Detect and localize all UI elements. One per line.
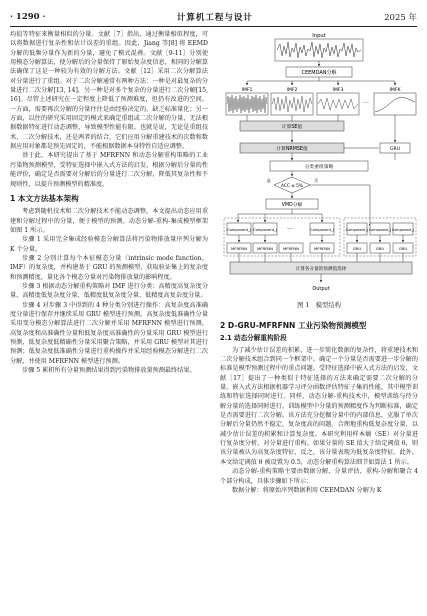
imfk-label: IMFK — [389, 88, 401, 93]
gru-label-1: GRU — [352, 246, 362, 251]
right-paragraph-2: 动态分解-重构策略主要由数据分解、分量评估、重构-分解和聚合 4 个部分构成，具体步骤如下所示： — [220, 468, 418, 485]
right-paragraph-1: 为了减少估计误差的积累，进一步简化数据的复杂性，将重建技术和二次分解技术组合到同一个框架中。确定一个分量是否需要进一步分解的标准是模型预测过程中的重点问题。受特征选择中嵌入式方法的启发，文献［17］提出了一种类似于特征选择的方法来确定需要二次分解的分量。嵌入式方法根据机器学习评分函数评估特征子集的性能，其中模型训练和特征选择同时进行。同样，动态分解-重构技术中，模型训练与待分解分量的选择同时进行。训练模型中分量的预测精度作为判断标准，确定是否需要进行二次分解。该方法充分挖掘分量中的内部信息，克服了单次分解后分量仍然不稳定、复杂度高的问题。合理地重构低复杂度分量，以减少估计误差的积累和计算复杂度。本研究利用样本熵（SE）对分量进行复杂度分析，对分量进行重构。如果分量的 SE 值大于给定阈值 θ，则该分量被认为高复杂度特征，反之，该分量表现为低复杂度特征。此外，本文给定阈值 θ 被设置为 0.5，动态分解重构算法细节如算法 1 所示。 — [220, 346, 418, 466]
sum-label: 计算各分量的预测值选择 — [295, 267, 347, 272]
component-label-4: Component_j — [345, 228, 369, 232]
vmd-label: VMD分解 — [281, 203, 303, 208]
classify-label: 分类重组策略 — [304, 165, 334, 170]
ellipsis-text: ··· — [363, 100, 369, 107]
section-2-1-title: 2.1 动态分解重构阶段 — [220, 334, 287, 343]
left-paragraph-2: 基于此，本研究提出了基于 MFRFNN 和动态分解重构策略的工业污染物预测模型，受特征选择中嵌入式方法的启发，根据分解后分量的性能评价，确定是否需要对分解后的分量进行二次分解，降低其复杂性和不规则性，以提升预测模型的精准度。 — [10, 152, 208, 188]
output-label: Output — [312, 286, 330, 292]
imf2-label: IMF2 — [286, 88, 298, 93]
right-column — [220, 316, 418, 495]
section-1-intro: 考虑到随机技术和二次分解技术不能动态调整，本文提出动态应用重建和分解过程中的分量，便于模型的预测。动态分解-重构-集成模型框架如图 1 所示。 — [10, 208, 208, 234]
se-label: 计算SE值 — [281, 125, 303, 130]
imf2-plot — [271, 93, 313, 115]
model-structure-figure — [220, 30, 418, 298]
component-label-2: Component_j — [253, 228, 277, 232]
input-label: Input — [312, 33, 326, 39]
gru-top-label: GRU — [389, 147, 401, 152]
imf3-label: IMF3 — [332, 88, 344, 93]
mfrfnn-label-2: MFRFNN — [257, 246, 273, 251]
acc-label: ACC ≤ 5% — [280, 184, 304, 189]
imf1-label: IMF1 — [241, 88, 253, 93]
imfk-plot — [374, 93, 416, 115]
no-label: 否 — [314, 178, 319, 183]
component-label-1: Component_j — [227, 228, 251, 232]
step-5: 步骤 5 累积所有分量预测结果得到污染物排放量预测最终结果。 — [22, 367, 196, 375]
section-1-title: 1 本文方法基本架构 — [10, 193, 79, 203]
figure-caption: 图 1 模型结构 — [297, 302, 341, 309]
right-paragraph-3: 数据分解：将原始序列数据利用 CEEMDAN 分解为 K — [232, 486, 382, 494]
ceemdan-label: CEEMDAN分解 — [301, 70, 337, 76]
step-2: 步骤 2 分别计算每个本征模态分量（intrinsic mode function，IMF）的复杂度，并构建基于 GRU 的预测模型，获取验证集上的复杂度和预测精度，量化各个模态分量对污染物排放量的影响程度。 — [10, 254, 208, 281]
journal-year: 2025 年 — [384, 13, 417, 23]
nrmse-label: 计算NRMSE值 — [276, 147, 308, 152]
page-number: · 1290 · — [10, 12, 46, 22]
left-column — [10, 30, 208, 375]
gru-label-3: GRU — [398, 246, 408, 251]
ellipsis-text-2: ··· — [287, 226, 293, 233]
journal-title: 计算机工程与设计 — [176, 13, 253, 23]
mfrfnn-label-1: MFRFNN — [231, 246, 247, 251]
gru-label-2: GRU — [375, 246, 385, 251]
step-4: 步骤 4 对步骤 3 中得到的 4 种分类分别进行操作：高复杂度高准确度分量进行保存并继续采用 GRU 模型进行预测，高复杂度低准确性分量采用变分模态分解算法进行二次分解并采用 MFRFNN 模型进行预测，高复杂度和高准确性分量和低复杂度高准确性的分量采用 GRU 模型进行预测，低复杂度低精确性分量采用聚合策略，并采用 GRU 模型对其进行预测；低复杂度低准确性分量进行重构操作并采用经验模态分解进行二次分解，并使用 MFRFNN 模型进行预测。 — [10, 301, 208, 365]
running-header — [10, 10, 417, 24]
component-label-5: Component_j — [368, 228, 392, 232]
mfrfnn-label-3: MFRFNN — [283, 246, 299, 251]
section-2-title: 2 D-GRU-MFRFNN 工业污染物预测模型 — [220, 321, 367, 330]
header-rule — [10, 26, 417, 27]
yes-label: 是 — [266, 178, 271, 183]
component-label-3: Component_j — [310, 228, 334, 232]
step-1: 步骤 1 采用完全集成经验模态分解算法将污染物排放量序列分解为 K 个分量。 — [10, 236, 208, 253]
mfrfnn-label-4: MFRFNN — [314, 246, 330, 251]
step-3: 步骤 3 根据动态分解重构策略对 IMF 进行分类：高精度高复杂度分量、高精度低复杂度分量、低精度低复杂度分量、低精度高复杂度分量。 — [10, 282, 208, 300]
left-paragraph-1: 均值等特征来衡量相似的分量。文献［7］指出，通过衡量相似程度，可以将数据进行复杂性和估计误差的重组。因此，Jiang 等[8] 将 EEMD 分解的低频分量作为新的分量，避免了模式混叠。文献［9-11］分别使用模态分解算法，使分解后的分量保持了原始复杂度信息，相同的分解算法确保了这是一种较为有效的分解方法。文献［12］采用二次分解算法对分量进行了重组。对于二次分解通常有两种方法：一种是对最复杂的分量进行二次分解[13, 14]，另一种是对多个复杂的分量进行二次分解[15, 16]。尽管上述研究在一定程度上降低了预测难度，但仍有改进的空间。一方面，需要再次分解的分量往往是由经验决定的，缺乏标准量化；另一方面，以往的研究采用固定的模式来确定重组或二次分解的分量，无法根据数据特征进行动态调整，导致模型性能有限。也就是说，无论是重组技术、二次分解技术，还是两者的结合，它们应用分解重建技术的次数和数据应用对象都是预先固定的，不能根据数据本身特性自适应调整。 — [10, 31, 208, 151]
component-label-6: Component_j — [391, 228, 415, 232]
